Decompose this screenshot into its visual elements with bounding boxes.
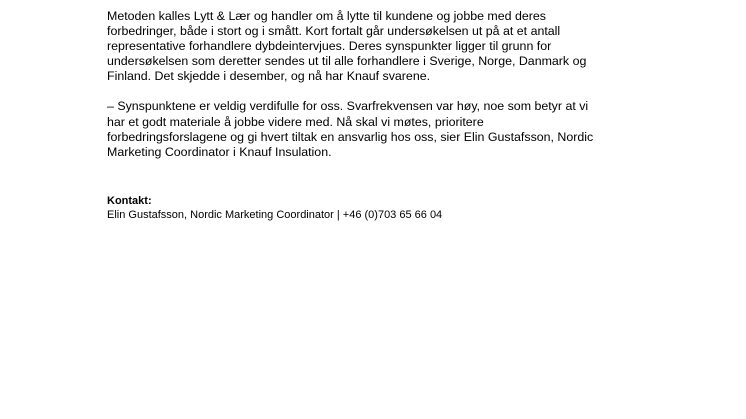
text-line: har et godt materiale å jobbe videre med. Nå skal vi møtes, prioritere (107, 114, 484, 129)
text-line: forbedringsforslagene og gi hvert tiltak en ansvarlig hos oss, sier Elin Gustafsson, Nordic (107, 129, 594, 144)
text-line: – Synspunktene er veldig verdifulle for oss. Svarfrekvensen var høy, noe som betyr at vi (107, 99, 589, 114)
body-paragraph-quote (107, 99, 667, 159)
text-line: Finland. Det skjedde i desember, og nå har Knauf svarene. (107, 69, 431, 84)
text-line: forbedringer, både i stort og i smått. Kort fortalt går undersøkelsen ut på at et antall (107, 24, 561, 39)
text-line: Marketing Coordinator i Knauf Insulation. (107, 144, 332, 159)
text-line: undersøkelsen som deretter sendes ut til alle forhandlere i Sverige, Norge, Danmark og (107, 54, 587, 69)
contact-heading: Kontakt: (107, 194, 152, 207)
contact-details: Elin Gustafsson, Nordic Marketing Coordinator | +46 (0)703 65 66 04 (107, 208, 443, 221)
text-line: representative forhandlere dybdeintervjues. Deres synspunkter ligger til grunn for (107, 39, 552, 54)
text-line: Metoden kalles Lytt & Lær og handler om å lytte til kundene og jobbe med deres (107, 9, 546, 23)
document-page (107, 9, 667, 222)
body-paragraph-method (107, 9, 667, 84)
contact-section (107, 194, 667, 222)
